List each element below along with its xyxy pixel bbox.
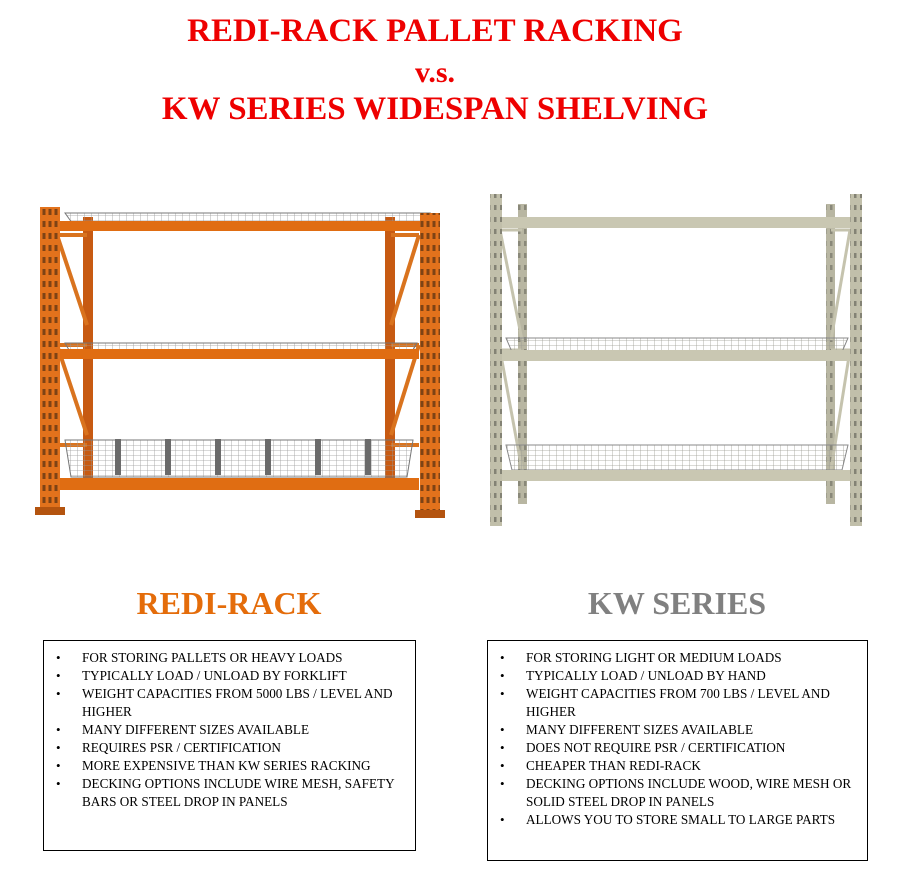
list-item: • REQUIRES PSR / CERTIFICATION	[44, 739, 409, 757]
kw-series-heading: KW SERIES	[587, 585, 767, 621]
kw-series-features-list	[488, 649, 861, 829]
list-item: • MORE EXPENSIVE THAN KW SERIES RACKING	[44, 757, 409, 775]
list-item: • MANY DIFFERENT SIZES AVAILABLE	[44, 721, 409, 739]
page-title-versus: v.s.	[414, 56, 456, 89]
list-item: • WEIGHT CAPACITIES FROM 5000 LBS / LEVEL AND HIGHER	[44, 685, 409, 721]
list-item: • FOR STORING PALLETS OR HEAVY LOADS	[44, 649, 409, 667]
list-item: • DECKING OPTIONS INCLUDE WIRE MESH, SAFETY BARS OR STEEL DROP IN PANELS	[44, 775, 409, 811]
list-item: • TYPICALLY LOAD / UNLOAD BY FORKLIFT	[44, 667, 409, 685]
redi-rack-features-list	[44, 649, 409, 811]
list-item: • MANY DIFFERENT SIZES AVAILABLE	[488, 721, 861, 739]
list-item: • DOES NOT REQUIRE PSR / CERTIFICATION	[488, 739, 861, 757]
kw-series-features-box	[487, 640, 868, 861]
list-item: • DECKING OPTIONS INCLUDE WOOD, WIRE MESH OR SOLID STEEL DROP IN PANELS	[488, 775, 861, 811]
redi-rack-image	[35, 195, 445, 525]
list-item: • CHEAPER THAN REDI-RACK	[488, 757, 861, 775]
list-item: • WEIGHT CAPACITIES FROM 700 LBS / LEVEL AND HIGHER	[488, 685, 861, 721]
list-item: • FOR STORING LIGHT OR MEDIUM LOADS	[488, 649, 861, 667]
kw-series-image	[486, 190, 866, 530]
page-title-line-1: REDI-RACK PALLET RACKING	[187, 13, 683, 49]
redi-rack-features-box	[43, 640, 416, 851]
page-title-line-2: KW SERIES WIDESPAN SHELVING	[161, 91, 709, 127]
list-item: • ALLOWS YOU TO STORE SMALL TO LARGE PARTS	[488, 811, 861, 829]
redi-rack-heading: REDI-RACK	[136, 585, 322, 621]
list-item: • TYPICALLY LOAD / UNLOAD BY HAND	[488, 667, 861, 685]
